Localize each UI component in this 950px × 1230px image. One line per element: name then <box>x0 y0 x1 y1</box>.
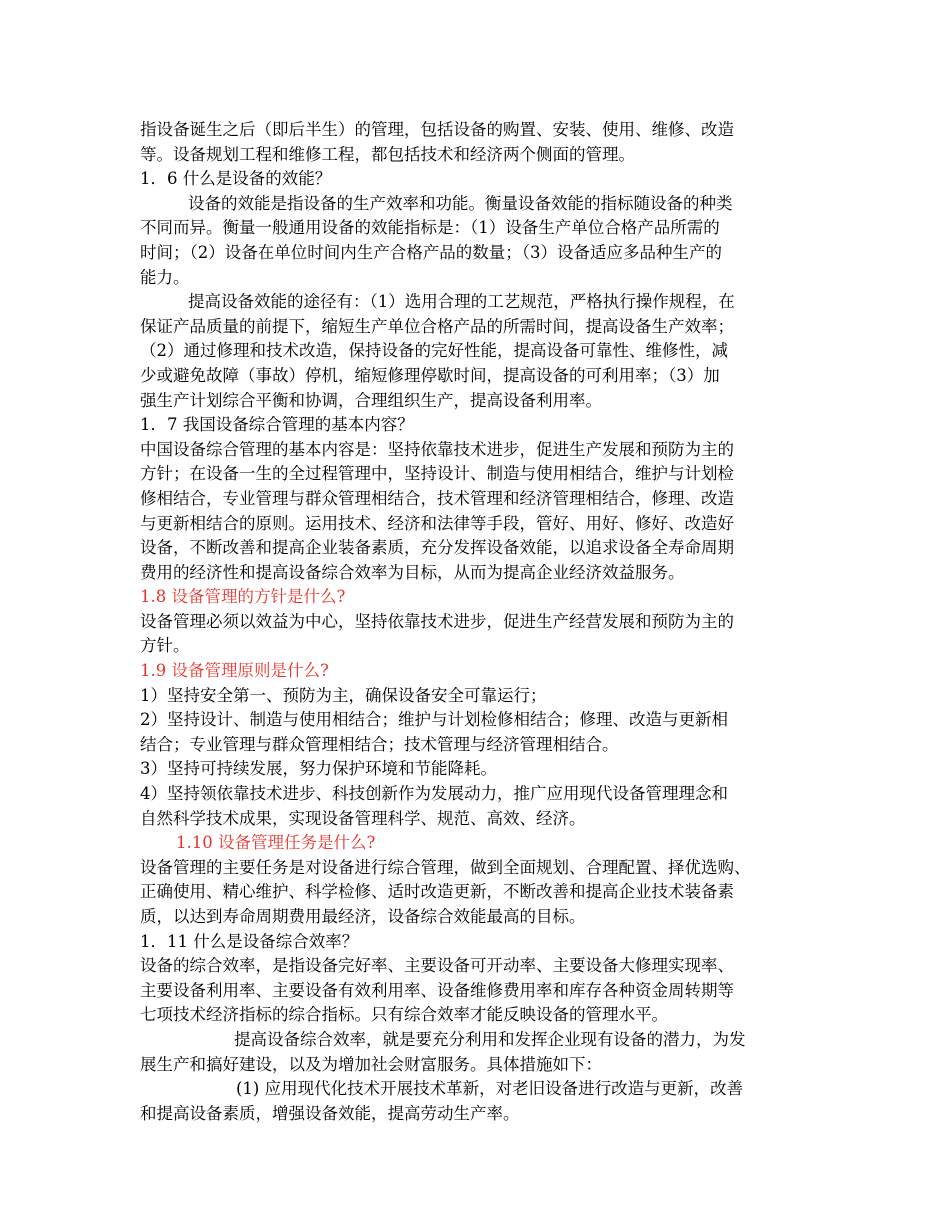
document-body <box>140 118 820 1126</box>
list-item: 4）坚持领依靠技术进步、科技创新作为发展动力，推广应用现代设备管理理念和 <box>140 784 728 804</box>
paragraph-line: 少或避免故障（事故）停机，缩短修理停歇时间，提高设备的可利用率；（3）加 <box>140 365 720 385</box>
list-item: 1）坚持安全第一、预防为主，确保设备安全可靠运行； <box>140 685 547 705</box>
paragraph-line: 质，以达到寿命周期费用最经济，设备综合效能最高的目标。 <box>140 907 586 926</box>
paragraph-line: 展生产和搞好建设，以及为增加社会财富服务。具体措施如下： <box>140 1054 602 1074</box>
paragraph-line: 能力。 <box>140 267 190 287</box>
section-heading: 1．11 什么是设备综合效率？ <box>140 931 359 951</box>
section-heading: 1．7 我国设备综合管理的基本内容？ <box>140 415 414 435</box>
paragraph-line: 时间；（2）设备在单位时间内生产合格产品的数量；（3）设备适应多品种生产的 <box>140 242 722 262</box>
paragraph-line: （2）通过修理和技术改造，保持设备的完好性能，提高设备可靠性、维修性，减 <box>140 341 728 361</box>
list-item: 结合；专业管理与群众管理相结合；技术管理与经济管理相结合。 <box>140 734 619 754</box>
paragraph-line: 等。设备规划工程和维修工程，都包括技术和经济两个侧面的管理。 <box>140 144 635 164</box>
paragraph-line: 费用的经济性和提高设备综合效率为目标，从而为提高企业经济效益服务。 <box>140 562 685 582</box>
paragraph-line: 设备，不断改善和提高企业装备素质，充分发挥设备效能，以追求设备全寿命周期 <box>140 538 734 558</box>
paragraph-line: 保证产品质量的前提下，缩短生产单位合格产品的所需时间，提高设备生产效率； <box>140 316 734 336</box>
paragraph-line: 不同而异。衡量一般通用设备的效能指标是：（1）设备生产单位合格产品所需的 <box>140 218 720 238</box>
section-heading: 1．6 什么是设备的效能？ <box>140 169 332 189</box>
paragraph-line: 方针。 <box>140 636 190 656</box>
paragraph-line: 正确使用、精心维护、科学检修、适时改造更新，不断改善和提高企业技术装备素 <box>140 882 734 902</box>
paragraph-line: 设备管理必须以效益为中心，坚持依靠技术进步，促进生产经营发展和预防为主的 <box>140 611 734 631</box>
list-item: 3）坚持可持续发展，努力保护环境和节能降耗。 <box>140 759 497 779</box>
paragraph-line: (1) 应用现代化技术开展技术革新，对老旧设备进行改造与更新，改善 <box>236 1079 744 1099</box>
paragraph-line: 设备的综合效率，是指设备完好率、主要设备可开动率、主要设备大修理实现率、 <box>140 956 734 976</box>
paragraph-line: 提高设备综合效率，就是要充分利用和发挥企业现有设备的潜力，为发 <box>234 1029 746 1049</box>
paragraph-line: 主要设备利用率、主要设备有效利用率、设备维修费用率和库存各种资金周转期等 <box>140 980 734 1000</box>
paragraph-line: 修相结合，专业管理与群众管理相结合，技术管理和经济管理相结合，修理、改造 <box>140 488 734 508</box>
paragraph-line: 指设备诞生之后（即后半生）的管理，包括设备的购置、安装、使用、维修、改造 <box>140 120 734 139</box>
paragraph-line: 与更新相结合的原则。运用技术、经济和法律等手段，管好、用好、修好、改造好 <box>140 513 734 533</box>
paragraph-line: 和提高设备素质，增强设备效能，提高劳动生产率。 <box>140 1103 520 1123</box>
paragraph-line: 强生产计划综合平衡和协调，合理组织生产，提高设备利用率。 <box>140 390 602 410</box>
list-item: 自然科学技术成果，实现设备管理科学、规范、高效、经济。 <box>140 808 586 828</box>
paragraph-line: 七项技术经济指标的综合指标。只有综合效率才能反映设备的管理水平。 <box>140 1005 668 1025</box>
paragraph-line: 设备管理的主要任务是对设备进行综合管理，做到全面规划、合理配置、择优选购、 <box>140 857 751 877</box>
section-heading-red: 1.9 设备管理原则是什么? <box>140 661 329 681</box>
section-heading-red: 1.8 设备管理的方针是什么? <box>140 587 346 607</box>
paragraph-line: 方针；在设备一生的全过程管理中，坚持设计、制造与使用相结合，维护与计划检 <box>140 464 734 484</box>
paragraph-line: 提高设备效能的途径有：（1）选用合理的工艺规范，严格执行操作规程，在 <box>188 292 735 312</box>
paragraph-line: 设备的效能是指设备的生产效率和功能。衡量设备效能的指标随设备的种类 <box>188 193 733 213</box>
list-item: 2）坚持设计、制造与使用相结合；维护与计划检修相结合；修理、改造与更新相 <box>140 710 728 730</box>
section-heading-red: 1.10 设备管理任务是什么? <box>176 833 376 853</box>
paragraph-line: 中国设备综合管理的基本内容是：坚持依靠技术进步，促进生产发展和预防为主的 <box>140 439 734 459</box>
